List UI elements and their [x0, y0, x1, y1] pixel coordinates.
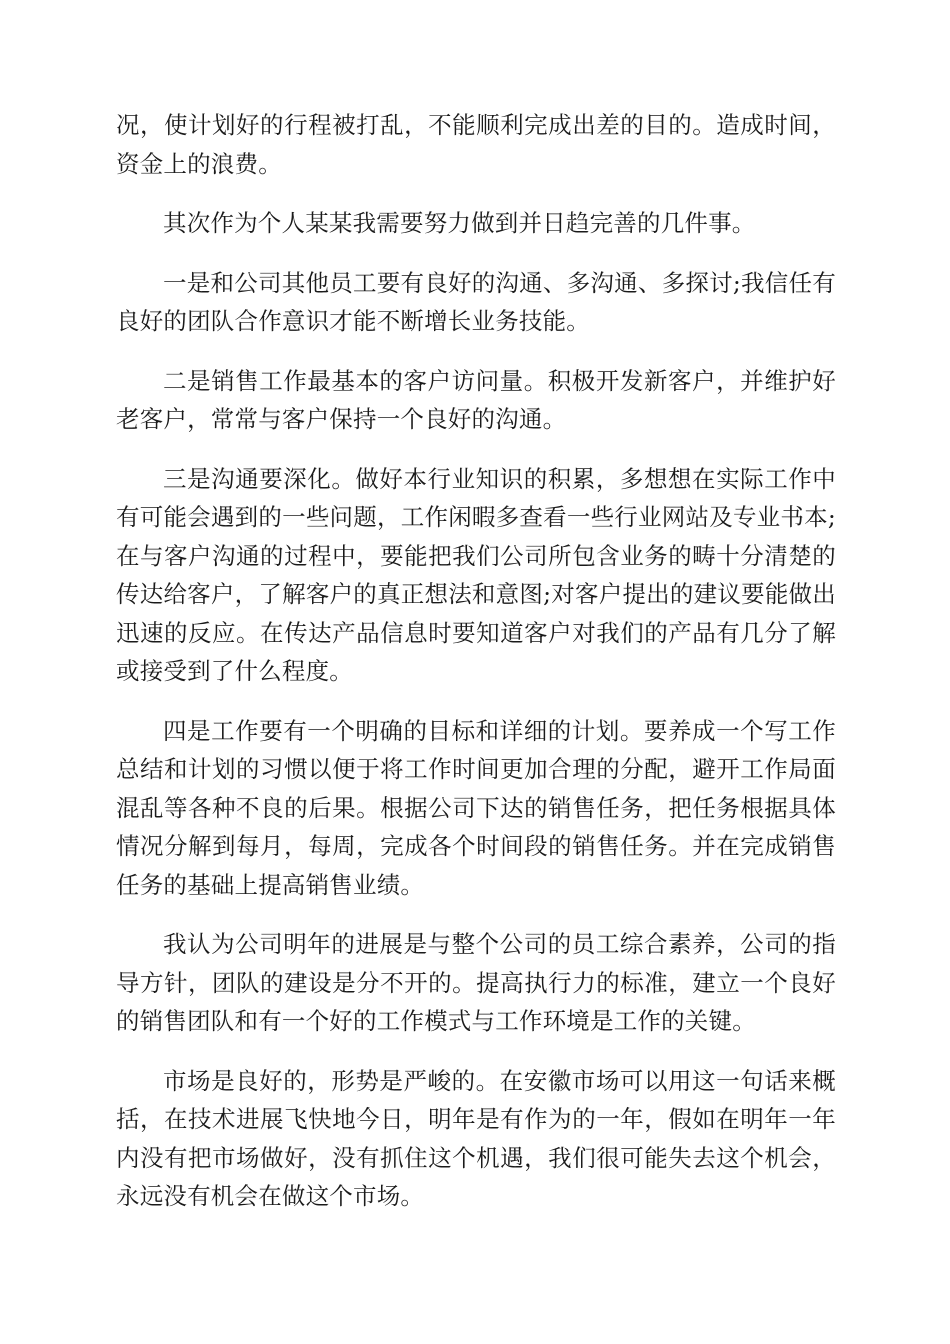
- paragraph-item-3: 三是沟通要深化。做好本行业知识的积累，多想想在实际工作中有可能会遇到的一些问题，工作闲暇多查看一些行业网站及专业书本;在与客户沟通的过程中，要能把我们公司所包含业务的畴十分清楚的传达给客户，了解客户的真正想法和意图;对客户提出的建议要能做出迅速的反应。在传达产品信息时要知道客户对我们的产品有几分了解或接受到了什么程度。: [116, 464, 836, 685]
- paragraph-company-outlook: 我认为公司明年的进展是与整个公司的员工综合素养，公司的指导方针，团队的建设是分不开的。提高执行力的标准，建立一个良好的销售团队和有一个好的工作模式与工作环境是工作的关键。: [116, 930, 836, 1035]
- paragraph-continuation: 况，使计划好的行程被打乱，不能顺利完成出差的目的。造成时间，资金上的浪费。: [116, 111, 836, 178]
- paragraph-item-4: 四是工作要有一个明确的目标和详细的计划。要养成一个写工作总结和计划的习惯以便于将工作时间更加合理的分配，避开工作局面混乱等各种不良的后果。根据公司下达的销售任务，把任务根据具体情况分解到每月，每周，完成各个时间段的销售任务。并在完成销售任务的基础上提高销售业绩。: [116, 716, 836, 899]
- paragraph-item-1: 一是和公司其他员工要有良好的沟通、多沟通、多探讨;我信任有良好的团队合作意识才能不断增长业务技能。: [116, 268, 836, 335]
- paragraph-item-2: 二是销售工作最基本的客户访问量。积极开发新客户，并维护好老客户，常常与客户保持一个良好的沟通。: [116, 366, 836, 433]
- paragraph-intro: 其次作为个人某某我需要努力做到并日趋完善的几件事。: [163, 209, 756, 237]
- paragraph-market: 市场是良好的，形势是严峻的。在安徽市场可以用这一句话来概括，在技术进展飞快地今日，明年是有作为的一年，假如在明年一年内没有把市场做好，没有抓住这个机遇，我们很可能失去这个机会，永远没有机会在做这个市场。: [116, 1066, 836, 1210]
- document-body: [116, 106, 836, 1237]
